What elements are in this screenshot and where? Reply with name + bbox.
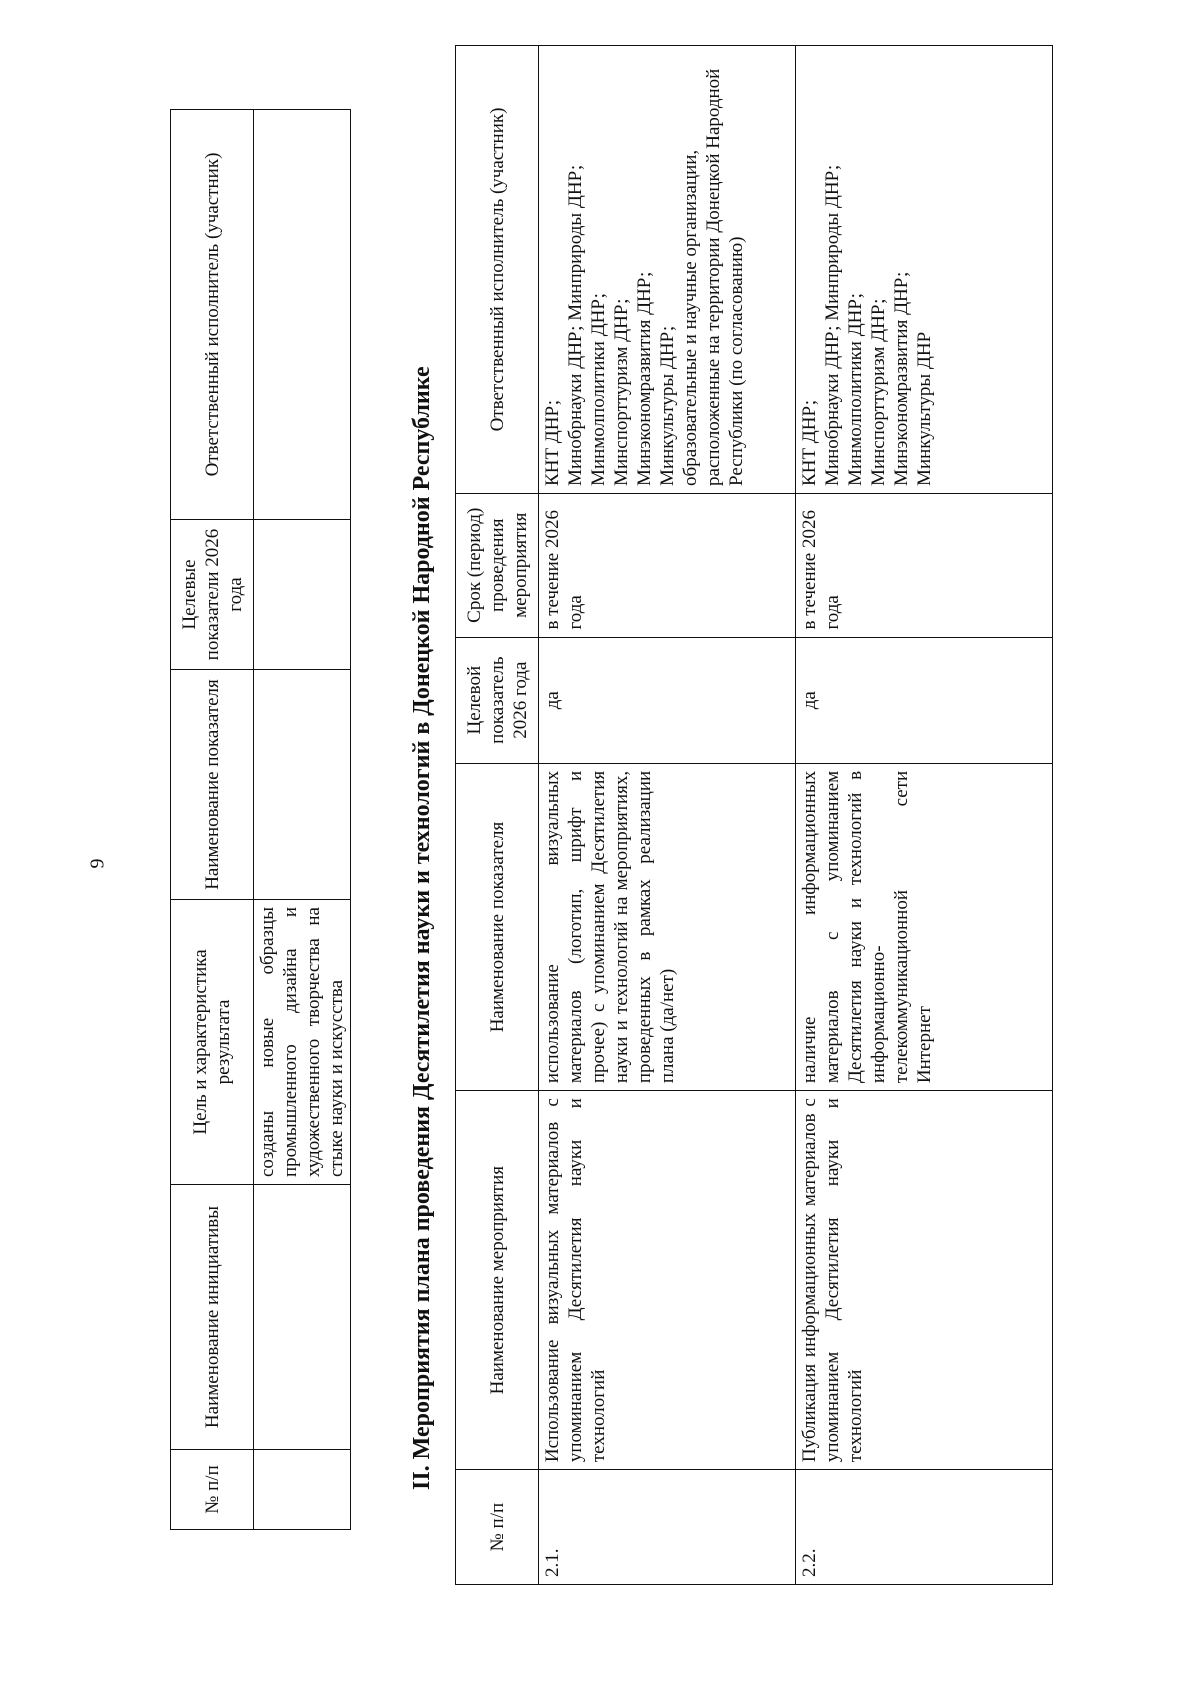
executor-line: КНТ ДНР; <box>542 399 563 486</box>
cell-executor <box>796 46 1053 494</box>
executor-line: Минэкономразвития ДНР; <box>634 271 655 486</box>
header-period: Срок (период) проведения мероприятия <box>456 493 539 637</box>
header-executor: Ответственный исполнитель (участник) <box>456 46 539 494</box>
table-header-row <box>456 46 539 1585</box>
header-target: Целевые показатели 2026 года <box>171 520 254 670</box>
executor-line: Минкультуры ДНР <box>914 331 935 486</box>
executor-line: Минобрнауки ДНР; Минприроды ДНР; Минмолполитики ДНР; <box>822 164 866 486</box>
header-event: Наименование мероприятия <box>456 1091 539 1470</box>
executor-line: Минспорттуризм ДНР; <box>611 298 632 486</box>
executor-line: Минобрнауки ДНР; Минприроды ДНР; Минмолполитики ДНР; <box>565 164 609 486</box>
cell-num: 2.1. <box>539 1470 796 1585</box>
executor-line: Минкультуры ДНР; <box>657 325 678 486</box>
executor-line: Минспорттуризм ДНР; <box>868 298 889 486</box>
header-goal: Цель и характеристика результата <box>171 900 254 1185</box>
table-row <box>539 46 796 1585</box>
header-indicator: Наименование показателя <box>456 763 539 1090</box>
cell-executor <box>254 110 351 520</box>
cell-goal: созданы новые образцы промышленного дизайна и художественного творчества на стыке науки и искусства <box>254 900 351 1185</box>
header-target: Целевой показатель 2026 года <box>456 637 539 763</box>
header-num: № п/п <box>456 1470 539 1585</box>
page-number: 9 <box>86 858 109 869</box>
header-executor: Ответственный исполнитель (участник) <box>171 110 254 520</box>
header-indicator: Наименование показателя <box>171 670 254 900</box>
cell-target <box>254 520 351 670</box>
cell-num <box>254 1450 351 1530</box>
executor-line: КНТ ДНР; <box>799 399 820 486</box>
cell-period: в течение 2026 года <box>539 493 796 637</box>
table-row <box>796 46 1053 1585</box>
executor-line: Минэкономразвития ДНР; <box>891 271 912 486</box>
executor-line: образовательные и научные организации, расположенные на территории Донецкой Народной Республики (по согласованию) <box>680 68 747 486</box>
cell-executor <box>539 46 796 494</box>
cell-initiative <box>254 1185 351 1450</box>
cell-indicator: использование визуальных материалов (логотип, шрифт и прочее) с упоминанием Десятилетия науки и технологий на мероприятиях, проведенных в рамках реализации плана (да/нет) <box>539 763 796 1090</box>
cell-period: в течение 2026 года <box>796 493 1053 637</box>
table-header-row <box>171 110 254 1530</box>
cell-event: Использование визуальных материалов с упоминанием Десятилетия науки и технологий <box>539 1091 796 1470</box>
section-title: II. Мероприятия плана проведения Десятилетия науки и технологий в Донецкой Народной Республике <box>409 366 435 1490</box>
cell-indicator <box>254 670 351 900</box>
cell-indicator: наличие информационных материалов с упоминанием Десятилетия науки и технологий в информационно-телекоммуникационной сети Интернет <box>796 763 1053 1090</box>
cell-target: да <box>539 637 796 763</box>
events-table <box>455 45 1053 1585</box>
landscape-page <box>0 68 1100 1640</box>
header-initiative: Наименование инициативы <box>171 1185 254 1450</box>
cell-num: 2.2. <box>796 1470 1053 1585</box>
header-num: № п/п <box>171 1450 254 1530</box>
table-row <box>254 110 351 1530</box>
initiatives-table-continuation <box>170 109 351 1530</box>
cell-event: Публикация информационных материалов с упоминанием Десятилетия науки и технологий <box>796 1091 1053 1470</box>
cell-target: да <box>796 637 1053 763</box>
